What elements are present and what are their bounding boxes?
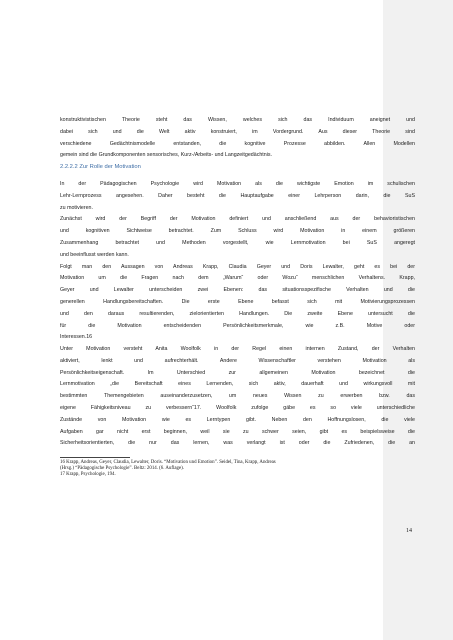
- footnotes: [60, 460, 415, 477]
- text-line: Zusammenhang betrachtet und Methoden vorgestellt, wie Lernmotivation bei SuS angeregt: [60, 240, 415, 247]
- text-line: Unter Motivation versteht Anita Woolfolk in der Regel einen internen Zustand, der Verhalten: [60, 346, 415, 353]
- text-line: Aufgaben gar nicht erst beginnen, weil sie zu schwer seien, gibt es beispielsweise die: [60, 428, 415, 435]
- text-line: zu motivieren.: [60, 204, 93, 211]
- text-line: Lernmotivation „die Bereitschaft eines Lernenden, sich aktiv, dauerhaft und wirkungsvoll mit: [60, 381, 415, 388]
- text-line: und kognitiven Sichtweise betrachtet. Zum Schluss wird Motivation in einem größeren: [60, 228, 415, 235]
- text-line: aktiviert, lenkt und aufrechterhält. Andere Wissenschaftler verstehen Motivation als: [60, 357, 415, 364]
- paragraph-intro: [60, 117, 415, 159]
- paragraph-2: [60, 216, 415, 258]
- text-line: konstruktivistischen Theorie steht das Wissen, welches sich das Individuum aneignet und: [60, 117, 415, 123]
- footnote-line: (Hrsg.) “Pädagogische Psychologie”. Beltz: 2014. (6. Auflage).: [60, 465, 185, 471]
- text-line: Motivation um die Fragen nach dem „Warum“ oder Wozu“ menschlichen Verhaltens. Krapp,: [60, 275, 415, 282]
- footnote-separator: [60, 457, 130, 458]
- paragraph-1: [60, 181, 415, 211]
- text-line: Zunächst wird der Begriff der Motivation definiert und anschließend aus der behavioristischen: [60, 216, 415, 223]
- footnote-line: 16 Krapp, Andreas, Geyer, Claudia, Lewalter, Doris. “Motivation und Emotion”. Seidel, Tina, Krapp, Andreas: [60, 459, 276, 465]
- document-body: [60, 117, 415, 477]
- paragraph-4: [60, 346, 415, 447]
- text-line: gemein sind die Grundkomponenten sensorisches, Kurz-/Arbeits- und Langzeitgedächtnis.: [60, 152, 272, 159]
- text-line: Folgt man den Aussagen von Andreas Krapp, Claudia Geyer und Doris Lewalter, geht es bei der: [60, 263, 415, 270]
- footnote-line: 17 Krapp, Psychologie, 194.: [60, 471, 116, 477]
- text-line: generellen Handlungsbereitschaften. Die erste Ebene befasst sich mit Motivierungsprozessen: [60, 298, 415, 305]
- text-line: In der Pädagogischen Psychologie wird Motivation als die wichtigste Emotion im schulischen: [60, 181, 415, 188]
- text-line: verschiedene Gedächtnismodelle entstanden, die kognitive Prozesse abbilden. Allen Modellen: [60, 140, 415, 147]
- text-line: Lehr-Lernprozess angesehen. Daher besteht die Hauptaufgabe einer Lehrperson darin, die SuS: [60, 192, 415, 199]
- section-heading: 2.2.2.2 Zur Rolle der Motivation: [60, 164, 141, 171]
- text-line: Persönlichkeitseigenschaft. Im Unterschied zur allgemeinen Motivation bezeichnet die: [60, 369, 415, 376]
- text-line: Geyer und Lewalter unterscheiden zwei Ebenen: das situationsspezifische Verhalten und die: [60, 287, 415, 294]
- text-line: eigene Fähigkeitsniveau zu verbessern“17. Woolfolk zufolge gäbe es so viele unterschiedliche: [60, 404, 415, 411]
- page-number: 14: [406, 528, 412, 534]
- paragraph-3: [60, 264, 415, 341]
- text-line: Sicherheitsorientierten, die nur das lernen, was verlangt ist oder die Zufriedenen, die an: [60, 440, 415, 447]
- text-line: und den daraus resultierenden, zielorientierten Handlungen. Die zweite Ebene untersucht die: [60, 310, 415, 317]
- text-line: Zustände von Motivation wie es Lerntypen gibt. Neben den Hoffnungslosen, die viele: [60, 416, 415, 423]
- text-line: und beeinflusst werden kann.: [60, 251, 129, 258]
- text-line: bestimmten Themengebieten auseinanderzusetzen, um neues Wissen zu erwerben bzw. das: [60, 393, 415, 400]
- text-line: Interessen.16: [60, 334, 93, 341]
- text-line: dabei sich und die Welt aktiv konstruiert, im Vordergrund. Aus dieser Theorie sind: [60, 128, 415, 135]
- text-line: für die Motivation entscheidenden Persönlichkeitsmerkmale, wie z.B. Motive oder: [60, 322, 415, 329]
